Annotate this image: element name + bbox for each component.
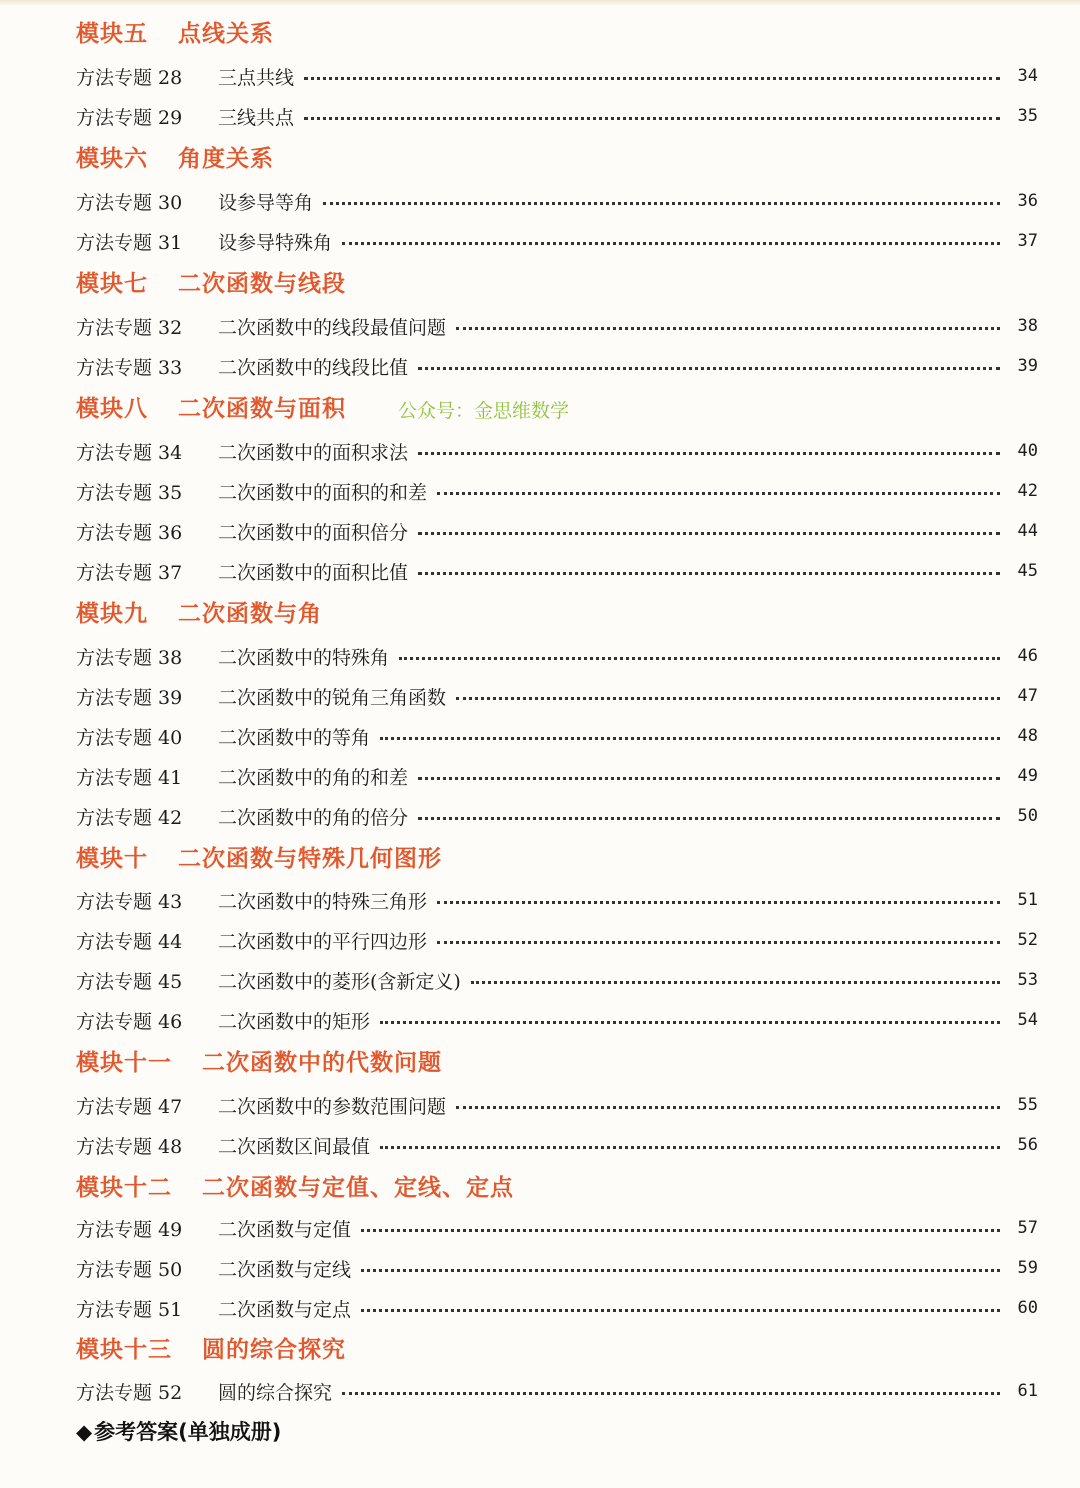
entry-page: 59 xyxy=(1017,1258,1038,1278)
toc-entry[interactable] xyxy=(76,636,1038,676)
dot-leader xyxy=(304,117,1000,120)
module-title: 点线关系 xyxy=(178,21,274,47)
entry-title: 二次函数中的角的倍分 xyxy=(218,806,409,829)
module-number: 模块五 xyxy=(76,21,148,47)
entry-code: 方法专题 37 xyxy=(76,561,183,584)
entry-page: 39 xyxy=(1017,356,1038,376)
entry-page: 50 xyxy=(1017,806,1038,826)
entry-code: 方法专题 47 xyxy=(76,1095,183,1118)
toc-entry[interactable] xyxy=(76,96,1038,136)
module-number: 模块十三 xyxy=(76,1337,172,1363)
entry-page: 42 xyxy=(1017,481,1038,501)
module-number: 模块十 xyxy=(76,846,148,872)
module-number: 模块八 xyxy=(76,396,148,422)
entry-title: 二次函数中的线段比值 xyxy=(218,356,409,379)
entry-code: 方法专题 28 xyxy=(76,66,183,89)
toc-entry[interactable] xyxy=(76,551,1038,591)
entry-title: 二次函数中的菱形(含新定义) xyxy=(218,970,461,993)
dot-leader xyxy=(380,1021,1000,1024)
module-title: 角度关系 xyxy=(178,146,274,172)
toc-entry[interactable] xyxy=(76,306,1038,346)
module-number: 模块九 xyxy=(76,601,148,627)
dot-leader xyxy=(380,737,1000,740)
entry-title: 二次函数中的线段最值问题 xyxy=(218,316,447,339)
diamond-icon: ◆ xyxy=(76,1420,93,1444)
appendix-line[interactable] xyxy=(76,1412,281,1452)
entry-title: 二次函数中的等角 xyxy=(218,726,371,749)
entry-page: 38 xyxy=(1017,316,1038,336)
entry-title: 二次函数与定值 xyxy=(218,1218,352,1241)
entry-title: 二次函数中的锐角三角函数 xyxy=(218,686,447,709)
entry-title: 二次函数与定点 xyxy=(218,1298,352,1321)
entry-page: 45 xyxy=(1017,561,1038,581)
dot-leader xyxy=(323,202,1000,205)
dot-leader xyxy=(437,901,1000,904)
toc-entry[interactable] xyxy=(76,960,1038,1000)
entry-page: 46 xyxy=(1017,646,1038,666)
module-number: 模块七 xyxy=(76,271,148,297)
appendix-text: 参考答案(单独成册) xyxy=(94,1420,282,1444)
entry-page: 35 xyxy=(1017,106,1038,126)
entry-page: 40 xyxy=(1017,441,1038,461)
watermark-text: 公众号：金思维数学 xyxy=(398,400,570,422)
toc-entry[interactable] xyxy=(76,221,1038,261)
dot-leader xyxy=(418,367,1000,370)
dot-leader xyxy=(418,532,1000,535)
dot-leader xyxy=(380,1146,1000,1149)
entry-code: 方法专题 52 xyxy=(76,1381,183,1404)
entry-page: 60 xyxy=(1017,1298,1038,1318)
entry-code: 方法专题 40 xyxy=(76,726,183,749)
module-heading xyxy=(76,594,322,634)
module-number: 模块六 xyxy=(76,146,148,172)
entry-code: 方法专题 43 xyxy=(76,890,183,913)
module-heading xyxy=(76,389,346,429)
dot-leader xyxy=(399,657,1000,660)
toc-entry[interactable] xyxy=(76,1208,1038,1248)
entry-title: 二次函数中的面积求法 xyxy=(218,441,409,464)
entry-title: 二次函数中的平行四边形 xyxy=(218,930,428,953)
module-number: 模块十二 xyxy=(76,1175,172,1201)
dot-leader xyxy=(456,1106,1000,1109)
toc-entry[interactable] xyxy=(76,796,1038,836)
entry-code: 方法专题 34 xyxy=(76,441,183,464)
page-top-edge xyxy=(0,0,1080,6)
entry-code: 方法专题 41 xyxy=(76,766,183,789)
module-heading xyxy=(76,14,274,54)
entry-page: 57 xyxy=(1017,1218,1038,1238)
module-title: 二次函数与特殊几何图形 xyxy=(178,846,442,872)
module-title: 二次函数与线段 xyxy=(178,271,346,297)
dot-leader xyxy=(471,981,1000,984)
dot-leader xyxy=(437,492,1000,495)
entry-page: 54 xyxy=(1017,1010,1038,1030)
entry-page: 52 xyxy=(1017,930,1038,950)
entry-title: 二次函数中的参数范围问题 xyxy=(218,1095,447,1118)
module-title: 圆的综合探究 xyxy=(202,1337,346,1363)
module-title: 二次函数中的代数问题 xyxy=(202,1050,442,1076)
toc-entry[interactable] xyxy=(76,56,1038,96)
entry-title: 二次函数中的特殊角 xyxy=(218,646,390,669)
entry-title: 二次函数与定线 xyxy=(218,1258,352,1281)
toc-entry[interactable] xyxy=(76,346,1038,386)
toc-entry[interactable] xyxy=(76,676,1038,716)
toc-entry[interactable] xyxy=(76,1000,1038,1040)
entry-code: 方法专题 31 xyxy=(76,231,183,254)
entry-title: 二次函数区间最值 xyxy=(218,1135,371,1158)
entry-page: 47 xyxy=(1017,686,1038,706)
dot-leader xyxy=(361,1309,1000,1312)
dot-leader xyxy=(418,572,1000,575)
entry-title: 圆的综合探究 xyxy=(218,1381,333,1404)
entry-page: 61 xyxy=(1017,1381,1038,1401)
entry-title: 二次函数中的矩形 xyxy=(218,1010,371,1033)
entry-code: 方法专题 49 xyxy=(76,1218,183,1241)
dot-leader xyxy=(456,697,1000,700)
entry-code: 方法专题 38 xyxy=(76,646,183,669)
module-heading xyxy=(76,1168,514,1208)
entry-title: 三点共线 xyxy=(218,66,295,89)
toc-entry[interactable] xyxy=(76,1085,1038,1125)
module-title: 二次函数与角 xyxy=(178,601,322,627)
entry-code: 方法专题 46 xyxy=(76,1010,183,1033)
dot-leader xyxy=(437,941,1000,944)
entry-code: 方法专题 48 xyxy=(76,1135,183,1158)
entry-page: 48 xyxy=(1017,726,1038,746)
module-number: 模块十一 xyxy=(76,1050,172,1076)
dot-leader xyxy=(342,1392,1000,1395)
dot-leader xyxy=(342,242,1000,245)
entry-title: 设参导等角 xyxy=(218,191,314,214)
entry-title: 三线共点 xyxy=(218,106,295,129)
toc-entry[interactable] xyxy=(76,471,1038,511)
entry-code: 方法专题 45 xyxy=(76,970,183,993)
entry-page: 44 xyxy=(1017,521,1038,541)
entry-code: 方法专题 39 xyxy=(76,686,183,709)
toc-entry[interactable] xyxy=(76,1371,1038,1411)
entry-page: 34 xyxy=(1017,66,1038,86)
toc-entry[interactable] xyxy=(76,1125,1038,1165)
entry-page: 55 xyxy=(1017,1095,1038,1115)
module-heading xyxy=(76,839,442,879)
entry-title: 二次函数中的面积倍分 xyxy=(218,521,409,544)
entry-code: 方法专题 35 xyxy=(76,481,183,504)
module-heading xyxy=(76,1043,442,1083)
entry-page: 51 xyxy=(1017,890,1038,910)
dot-leader xyxy=(304,77,1000,80)
dot-leader xyxy=(418,777,1000,780)
dot-leader xyxy=(361,1229,1000,1232)
module-heading xyxy=(76,1330,346,1370)
entry-page: 36 xyxy=(1017,191,1038,211)
dot-leader xyxy=(456,327,1000,330)
entry-code: 方法专题 51 xyxy=(76,1298,183,1321)
module-heading xyxy=(76,264,346,304)
dot-leader xyxy=(418,817,1000,820)
entry-code: 方法专题 32 xyxy=(76,316,183,339)
toc-entry[interactable] xyxy=(76,920,1038,960)
entry-page: 37 xyxy=(1017,231,1038,251)
module-heading xyxy=(76,139,274,179)
entry-title: 二次函数中的特殊三角形 xyxy=(218,890,428,913)
entry-code: 方法专题 33 xyxy=(76,356,183,379)
entry-code: 方法专题 44 xyxy=(76,930,183,953)
entry-title: 设参导特殊角 xyxy=(218,231,333,254)
dot-leader xyxy=(361,1269,1000,1272)
toc-entry[interactable] xyxy=(76,431,1038,471)
entry-page: 56 xyxy=(1017,1135,1038,1155)
entry-page: 49 xyxy=(1017,766,1038,786)
entry-title: 二次函数中的面积比值 xyxy=(218,561,409,584)
entry-title: 二次函数中的面积的和差 xyxy=(218,481,428,504)
entry-code: 方法专题 36 xyxy=(76,521,183,544)
entry-code: 方法专题 42 xyxy=(76,806,183,829)
toc-entry[interactable] xyxy=(76,1248,1038,1288)
toc-entry[interactable] xyxy=(76,511,1038,551)
entry-code: 方法专题 30 xyxy=(76,191,183,214)
dot-leader xyxy=(418,452,1000,455)
module-title: 二次函数与面积 xyxy=(178,396,346,422)
toc-entry[interactable] xyxy=(76,716,1038,756)
entry-title: 二次函数中的角的和差 xyxy=(218,766,409,789)
entry-code: 方法专题 29 xyxy=(76,106,183,129)
toc-entry[interactable] xyxy=(76,181,1038,221)
entry-page: 53 xyxy=(1017,970,1038,990)
toc-entry[interactable] xyxy=(76,756,1038,796)
module-title: 二次函数与定值、定线、定点 xyxy=(202,1175,514,1201)
entry-code: 方法专题 50 xyxy=(76,1258,183,1281)
toc-entry[interactable] xyxy=(76,880,1038,920)
toc-entry[interactable] xyxy=(76,1288,1038,1328)
